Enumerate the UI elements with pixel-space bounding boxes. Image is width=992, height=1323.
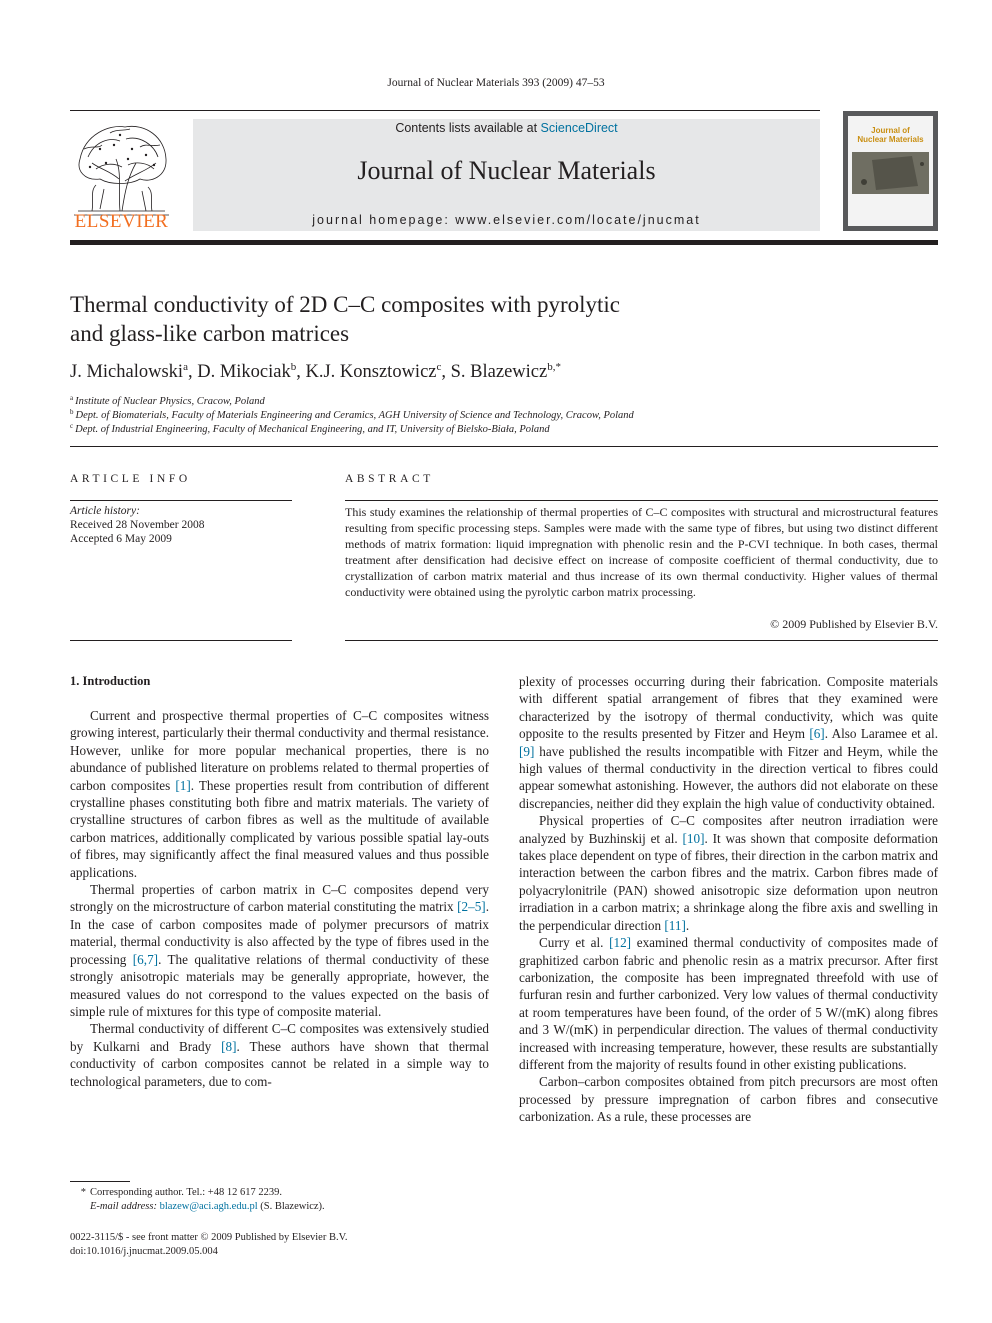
reference-link[interactable]: [1] [175, 777, 191, 793]
affiliation-marker: c [70, 422, 74, 430]
cover-image [852, 152, 929, 194]
header-bold-rule [70, 240, 938, 245]
accepted-date: Accepted 6 May 2009 [70, 533, 172, 545]
abstract-heading: ABSTRACT [345, 473, 434, 485]
author-separator: , [187, 362, 198, 382]
body-text: Thermal properties of carbon matrix in C–C composites depend very strongly on the microstructure of carbon material constituting the matrix [70, 882, 489, 915]
body-text: . It was shown that composite deformation takes place dependent on type of fibres, their direction in the carbon matrix and interaction between the carbon fibres and the matrix. Carbon fibres made of polyacrylonitrile (PAN) showed anisotropic size deformation upon neutron irradiation in a carbon matrix; a shrinkage along the fibre axis and swelling in the perpendicular direction [519, 830, 939, 933]
abstract-copyright: © 2009 Published by Elsevier B.V. [770, 617, 938, 631]
affiliation-a [70, 394, 265, 407]
left-column [70, 707, 489, 1090]
reference-link[interactable]: [6] [809, 726, 825, 742]
author-name: J. Michalowski [70, 362, 184, 382]
author-affiliation-marker: a [183, 361, 188, 373]
body-text: . These authors have shown that thermal conductivity of carbon composites cannot be related in a simple way to technological parameters, due to com- [70, 1038, 489, 1089]
body-text: . In the case of carbon composites made of polymer precursors of matrix material, thermal conductivity is also affected by the type of fibres used in the processing [70, 899, 489, 967]
journal-citation: Journal of Nuclear Materials 393 (2009) 47–53 [387, 77, 605, 89]
body-text: have published the results incompatible with Fitzer and Heym, while the high values of thermal conductivity in the direction vertical to fibres could appear somewhat astonishing. However, the authors did not elaborate on these discrepancies, neither did they explain the high value of conductivity obtained. [519, 743, 938, 811]
affiliation-c [70, 422, 550, 435]
affiliation-text: Dept. of Industrial Engineering, Faculty of Mechanical Engineering, and IT, University of Bielsko-Biała, Poland [75, 424, 550, 435]
body-paragraph [70, 707, 489, 881]
body-text: plexity of processes occurring during their fabrication. Composite materials with different spatial arrangement of fibres that they examined were characterized by the isotropy of thermal conductivity, which was quite opposite to the results presented by Fitzer and Heym [519, 674, 938, 742]
right-column [519, 673, 938, 1126]
section-heading-introduction: 1. Introduction [70, 674, 151, 688]
article-title [70, 290, 790, 348]
author-affiliation-marker: c [436, 361, 442, 373]
journal-homepage[interactable]: journal homepage: www.elsevier.com/locate/jnucmat [312, 213, 701, 227]
body-text: Carbon–carbon composites obtained from pitch precursors are most often processed by pressure impregnation of carbon fibres and consecutive carbonization. As a rule, these processes are [519, 1074, 938, 1125]
body-text: examined thermal conductivity of composites made of graphitized carbon fabric and phenolic resin as a matrix precursor. After first carbonization, the composite has been impregnated threefold with use of furfuran resin and further carbonized. Very low values of thermal conductivity at room temperatures have been found, of the order of 5 W/(mK) along fibres and 3 W/(mK) in perpendicular direction. The values of thermal conductivity increased with increasing temperature, however, these results are substantially different from the majority of results found in other existing publications. [519, 935, 938, 1072]
author-affiliation-marker: b [290, 361, 297, 373]
reference-link[interactable]: [11] [664, 917, 686, 933]
elsevier-wordmark: ELSEVIER [74, 211, 169, 232]
doi-line: doi:10.1016/j.jnucmat.2009.05.004 [70, 1246, 218, 1257]
abstract-bottom-rule [345, 640, 938, 641]
reference-link[interactable]: [2–5] [457, 899, 486, 915]
author-separator: , [296, 362, 306, 382]
body-text: Curry et al. [539, 935, 610, 951]
affiliation-marker: b [70, 408, 74, 416]
email-label: E-mail address: [90, 1201, 160, 1212]
author-separator: , [441, 362, 451, 382]
body-text: Current and prospective thermal properties of C–C composites witness growing interest, particularly their thermal conductivity and thermal resistance. However, unlike for more popular mechanical properties, there is no abundance of published literature on problems related to thermal properties of carbon composites [70, 708, 489, 793]
cover-title-line-2: Nuclear Materials [857, 135, 924, 144]
footnote-star: * [80, 1187, 86, 1198]
reference-link[interactable]: [12] [609, 935, 632, 951]
contents-prefix: Contents lists available at [395, 121, 541, 135]
body-text: Thermal conductivity of different C–C composites was extensively studied by Kulkarni and Brady [70, 1021, 489, 1054]
article-info-rule [70, 500, 292, 501]
author-affiliation-marker: b,* [547, 361, 561, 373]
header-rule [70, 110, 820, 111]
body-text: Physical properties of C–C composites after neutron irradiation were analyzed by Buzhinskij et al. [519, 813, 938, 846]
affiliation-rule [70, 446, 938, 447]
affiliation-marker: a [70, 394, 74, 402]
body-paragraph [519, 812, 938, 934]
cover-title-line-1: Journal of [871, 126, 910, 135]
email-link[interactable]: blazew@aci.agh.edu.pl [159, 1201, 258, 1212]
affiliation-text: Institute of Nuclear Physics, Cracow, Poland [75, 396, 265, 407]
author-name: D. Mikociak [197, 362, 291, 382]
email-note [90, 1200, 325, 1214]
body-paragraph [519, 673, 938, 812]
abstract-text: This study examines the relationship of thermal properties of C–C composites with structural and microstructural features resulting from specific processing steps. Samples were made with the same type of fibres, but using two distinct different methods of matrix formation: liquid impregnation with phenolic resin and the P-CVI technique. In both cases, thermal treatment after densification had decisive effect on increase of composite coefficient of thermal conductivity, due to crystallization of carbon matrix material and thus increase of its own thermal conductivity. Higher values of thermal conductivity were obtained using the pyrolytic carbon matrix processing. [345, 505, 938, 599]
footnote-rule [70, 1181, 130, 1182]
affiliation-b [70, 408, 634, 421]
body-paragraph [70, 881, 489, 1020]
body-text: . The qualitative relations of thermal conductivity of these strongly anisotropic materials may be generally appropriate, however, the measured values do not correspond to the values expected on the basis of simple rule of mixtures for this type of composite material. [70, 951, 489, 1019]
received-date: Received 28 November 2008 [70, 519, 205, 531]
reference-link[interactable]: [9] [519, 743, 535, 759]
email-suffix: (S. Blazewicz). [257, 1201, 325, 1212]
corresponding-text: Corresponding author. Tel.: +48 12 617 2239. [90, 1187, 282, 1198]
body-text: . Also Laramee et al. [824, 726, 938, 742]
body-text: . [685, 917, 690, 933]
issn-line: 0022-3115/$ - see front matter © 2009 Published by Elsevier B.V. [70, 1232, 348, 1243]
body-paragraph [70, 1020, 489, 1090]
author-list [70, 361, 870, 383]
article-info-bottom-rule [70, 640, 292, 641]
reference-link[interactable]: [6,7] [132, 951, 159, 967]
affiliation-text: Dept. of Biomaterials, Faculty of Materials Engineering and Ceramics, AGH University of Science and Technology, Cracow, Poland [75, 410, 634, 421]
body-paragraph [519, 1073, 938, 1125]
body-text: . These properties result from contribution of different crystalline phases constituting both fibre and matrix materials. The variety of crystalline structures of carbon fibres as well as the multitude of available carbon matrices, additionally complicated by various possible spatial lay-outs of fibres, may significantly affect the final measured values and thus possible applications. [70, 777, 489, 880]
contents-line [193, 121, 820, 135]
title-line-2: and glass-like carbon matrices [70, 321, 350, 346]
abstract-rule [345, 500, 938, 501]
article-history-label: Article history: [70, 505, 140, 517]
corresponding-author-note [70, 1186, 282, 1200]
author-name: S. Blazewicz [450, 362, 548, 382]
journal-cover-title [851, 126, 930, 144]
title-line-1: Thermal conductivity of 2D C–C composites with pyrolytic [70, 292, 621, 317]
author-name: K.J. Konsztowicz [305, 362, 437, 382]
body-paragraph [519, 934, 938, 1073]
reference-link[interactable]: [8] [221, 1038, 237, 1054]
sciencedirect-link[interactable]: ScienceDirect [540, 121, 618, 135]
article-info-heading: ARTICLE INFO [70, 473, 191, 485]
reference-link[interactable]: [10] [682, 830, 705, 846]
journal-name: Journal of Nuclear Materials [357, 156, 656, 185]
